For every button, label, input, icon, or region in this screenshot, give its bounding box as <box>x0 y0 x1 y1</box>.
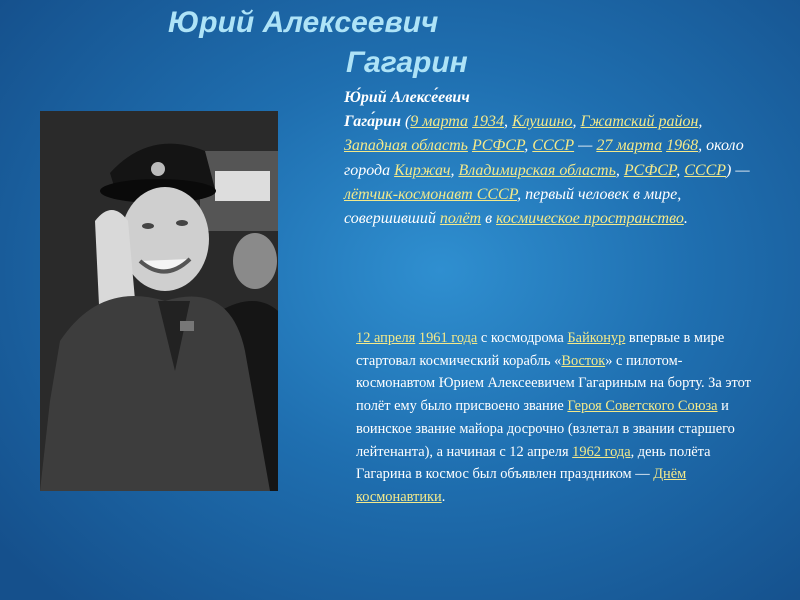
flight-event-text <box>356 327 756 509</box>
bio-text: , <box>698 113 703 131</box>
link-birth-year[interactable]: 1934 <box>472 113 505 131</box>
bio-text: , первый человек в мире, совершивший <box>344 185 682 228</box>
title-line-2: Гагарин <box>346 46 468 79</box>
link-flight-year[interactable]: 1961 года <box>418 330 478 346</box>
biography-text <box>344 86 752 231</box>
link-cosmonautics-day[interactable]: Днём космонавтики <box>356 466 687 505</box>
slide-title <box>0 6 800 86</box>
link-flight[interactable]: полёт <box>439 210 482 228</box>
link-kirzhach[interactable]: Киржач <box>394 161 451 179</box>
link-1962[interactable]: 1962 года <box>572 443 631 460</box>
bio-text: в <box>481 210 497 228</box>
portrait-photo <box>40 111 278 491</box>
bio-text: . <box>683 210 688 228</box>
bio-text: — <box>574 137 597 155</box>
link-outer-space[interactable]: космическое пространство <box>496 210 684 228</box>
link-rsfsr[interactable]: РСФСР <box>471 137 525 155</box>
link-death-date[interactable]: 27 марта <box>596 137 663 155</box>
title-line-1: Юрий Алексеевич <box>168 6 439 39</box>
link-western-oblast[interactable]: Западная область <box>344 137 468 155</box>
event-text: с космодрома <box>477 330 568 346</box>
link-death-year[interactable]: 1968 <box>666 137 699 155</box>
event-text: и воинское звание майора досрочно (взлетал в звании старшего лейтенанта), а начиная с 12 апреля <box>356 398 735 460</box>
bio-text: , <box>572 113 581 131</box>
bio-text: , <box>676 161 685 179</box>
name-part1: Ю́рий Алексе́евич <box>344 89 470 106</box>
link-klushino[interactable]: Клушино <box>512 113 573 131</box>
bio-text: , <box>615 161 624 179</box>
link-ussr[interactable]: СССР <box>532 137 575 155</box>
bio-text: ( <box>400 113 411 131</box>
link-vostok[interactable]: Восток <box>561 352 606 369</box>
bio-text: ) — <box>726 161 750 179</box>
link-gzhatsk-district[interactable]: Гжатский район <box>580 113 699 131</box>
link-baikonur[interactable]: Байконур <box>567 330 626 346</box>
link-hero-soviet-union[interactable]: Героя Советского Союза <box>567 398 718 415</box>
link-birth-date[interactable]: 9 марта <box>410 113 469 131</box>
link-rsfsr[interactable]: РСФСР <box>623 161 677 179</box>
event-text: . <box>441 488 446 505</box>
bio-text: , <box>504 113 513 131</box>
bio-text: , <box>524 137 533 155</box>
link-ussr[interactable]: СССР <box>684 161 727 179</box>
name-part2: Гага́рин <box>344 113 401 131</box>
event-text: » с пилотом-космонавтом Юрием Алексеевичем Гагариным на борту. За этот полёт ему было присвоено звание <box>356 352 751 415</box>
bio-text: , <box>450 161 459 179</box>
bio-text: , около города <box>344 137 744 179</box>
link-vladimir-oblast[interactable]: Владимирская область <box>458 161 616 179</box>
event-text: впервые в мире стартовал космический корабль « <box>356 330 725 369</box>
event-text: , день полёта Гагарина в космос был объявлен праздником — <box>356 443 711 483</box>
link-pilot-cosmonaut[interactable]: лётчик-космонавт СССР <box>344 185 518 203</box>
link-flight-date[interactable]: 12 апреля <box>356 330 416 346</box>
